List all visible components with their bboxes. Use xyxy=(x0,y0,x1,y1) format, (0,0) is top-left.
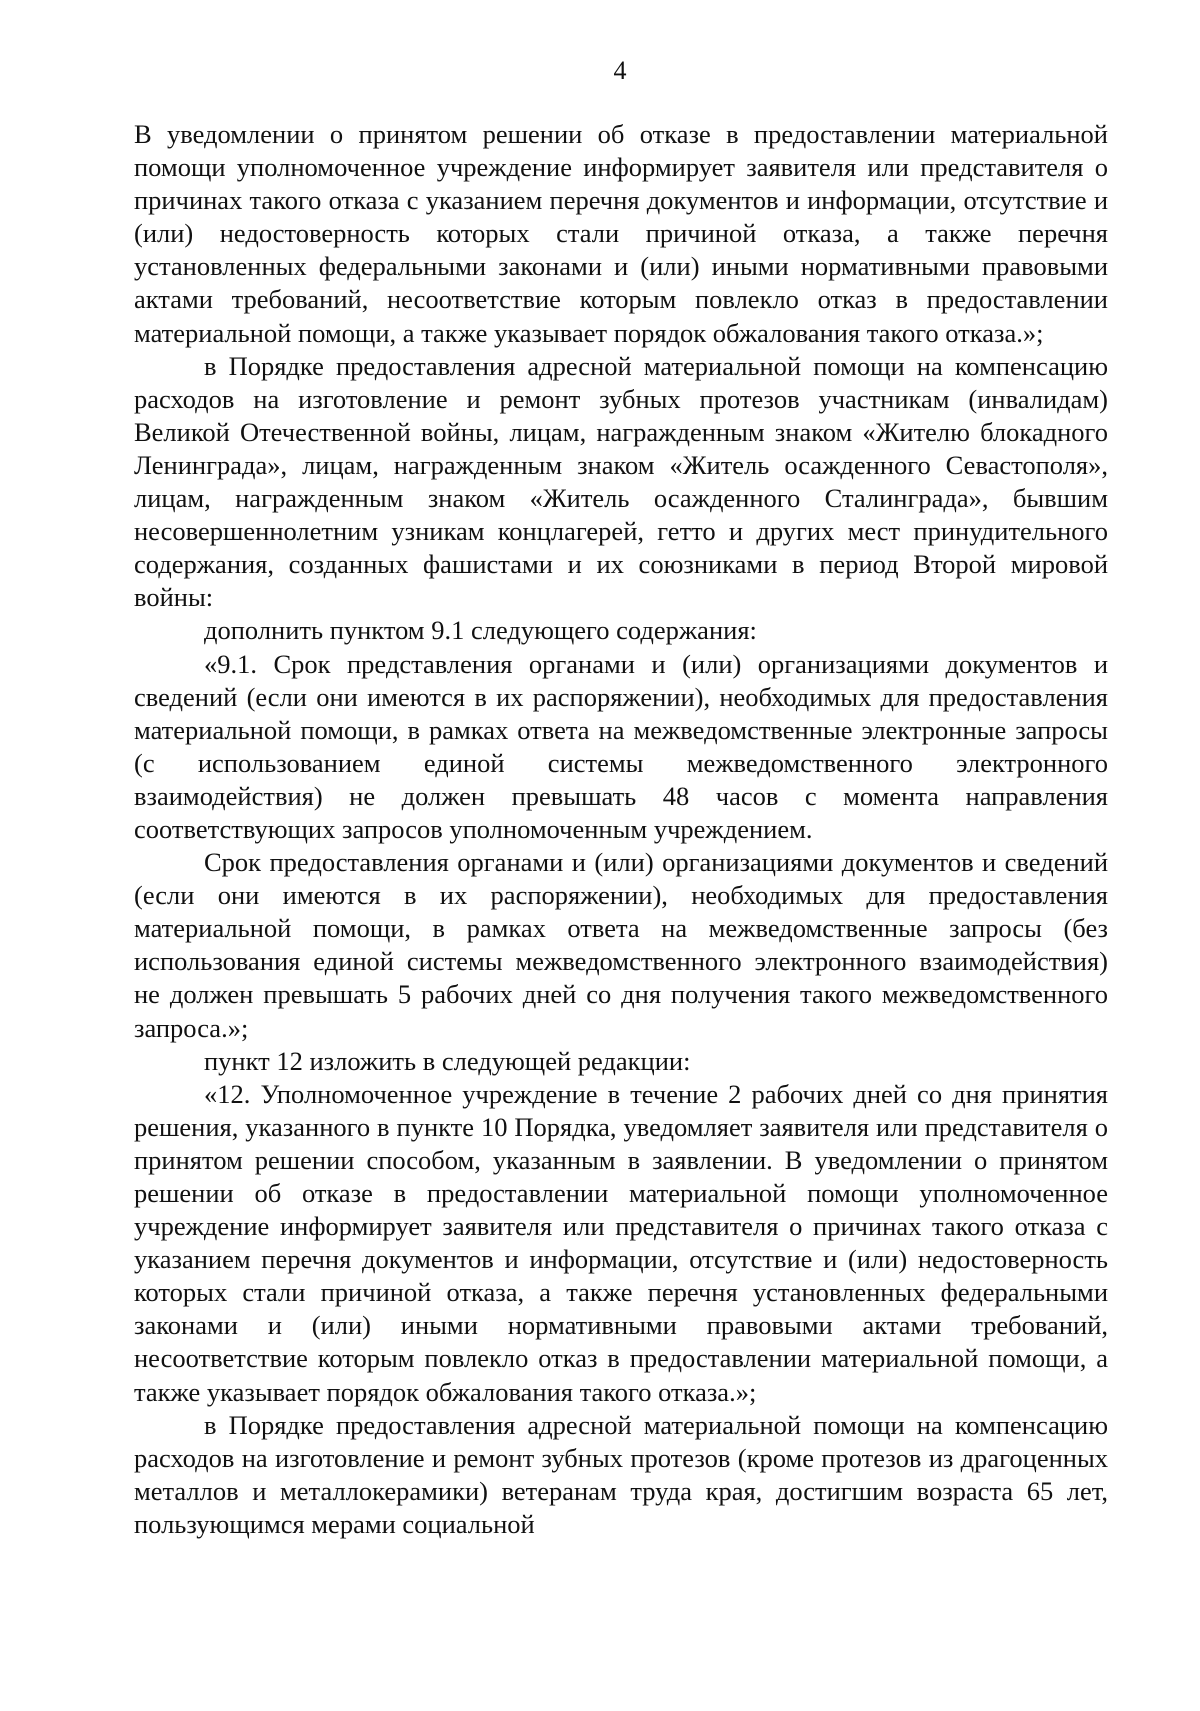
page-number: 4 xyxy=(613,56,627,85)
paragraph-notice-refusal: В уведомлении о принятом решении об отказе в предоставлении материальной помощи уполномоченное учреждение информирует заявителя или представителя о причинах такого отказа с указанием перечня документов и информации, отсутствие и (или) недостоверность которых стали причиной отказа, а также перечня установленных федеральными законами и (или) иными нормативными правовыми актами требований, несоответствие которым повлекло отказ в предоставлении материальной помощи, а также указывает порядок обжалования такого отказа.»; xyxy=(134,119,1108,348)
paragraph-item-12-intro: пункт 12 изложить в следующей редакции: xyxy=(204,1045,691,1076)
document-body xyxy=(134,118,1108,1541)
paragraph-order-wwii-veterans: в Порядке предоставления адресной материальной помощи на компенсацию расходов на изготовление и ремонт зубных протезов участникам (инвалидам) Великой Отечественной войны, лицам, награжденным знаком «Жителю блокадного Ленинграда», лицам, награжденным знаком «Житель осажденного Севастополя», лицам, награжденным знаком «Житель осажденного Сталинграда», бывшим несовершеннолетним узникам концлагерей, гетто и других мест принудительного содержания, созданных фашистами и их союзниками в период Второй мировой войны: xyxy=(134,350,1108,613)
paragraph-add-item-9-1: дополнить пунктом 9.1 следующего содержания: xyxy=(204,615,757,646)
paragraph-item-9-1-term: Срок предоставления органами и (или) организациями документов и сведений (если они имеются в их распоряжении), необходимых для предоставления материальной помощи, в рамках ответа на межведомственные запросы (без использования единой системы межведомственного электронного взаимодействия) не должен превышать 5 рабочих дней со дня получения такого межведомственного запроса.»; xyxy=(134,847,1108,1043)
paragraph-order-labor-veterans: в Порядке предоставления адресной материальной помощи на компенсацию расходов на изготовление и ремонт зубных протезов (кроме протезов из драгоценных металлов и металлокерамики) ветеранам труда края, достигшим возраста 65 лет, пользующимся мерами социальной xyxy=(134,1409,1108,1539)
paragraph-item-9-1: «9.1. Срок представления органами и (или) организациями документов и сведений (если они имеются в их распоряжении), необходимых для предоставления материальной помощи, в рамках ответа на межведомственные электронные запросы (с использованием единой системы межведомственного электронного взаимодействия) не должен превышать 48 часов с момента направления соответствующих запросов уполномоченным учреждением. xyxy=(134,648,1108,844)
paragraph-item-12: «12. Уполномоченное учреждение в течение 2 рабочих дней со дня принятия решения, указанного в пункте 10 Порядка, уведомляет заявителя или представителя о принятом решении способом, указанным в заявлении. В уведомлении о принятом решении об отказе в предоставлении материальной помощи уполномоченное учреждение информирует заявителя или представителя о причинах такого отказа с указанием перечня документов и информации, отсутствие и (или) недостоверность которых стали причиной отказа, а также перечня установленных федеральными законами и (или) иными нормативными правовыми актами требований, несоответствие которым повлекло отказ в предоставлении материальной помощи, а также указывает порядок обжалования такого отказа.»; xyxy=(134,1078,1108,1407)
